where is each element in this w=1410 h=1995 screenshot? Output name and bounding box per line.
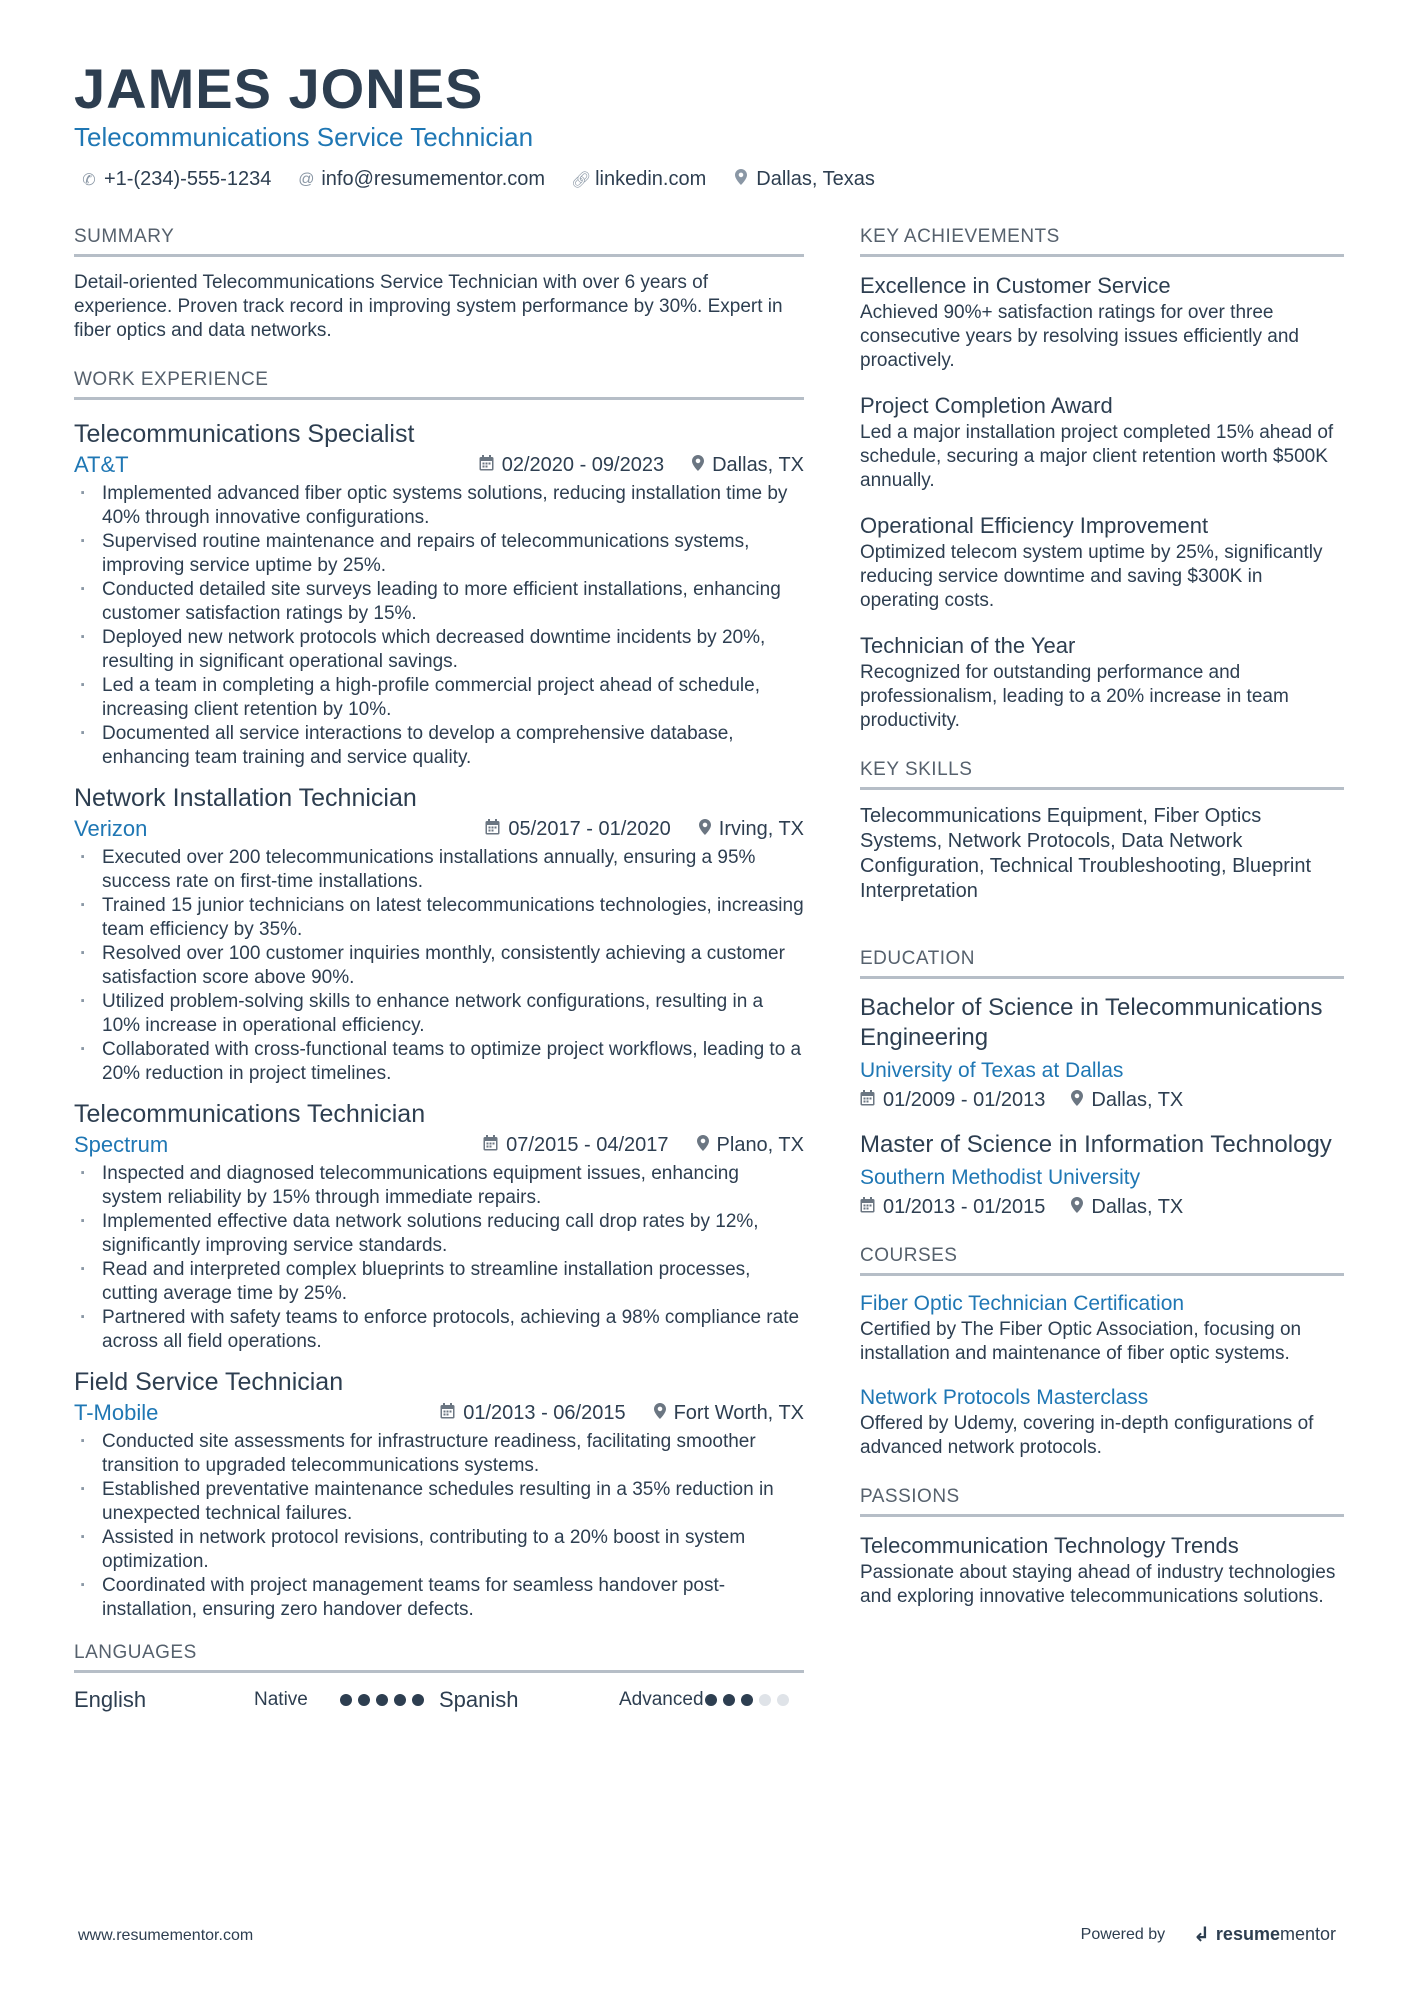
job-location [699, 818, 804, 841]
rating-dot [723, 1694, 735, 1706]
achievement-desc: Optimized telecom system uptime by 25%, significantly reducing service downtime and saving $300K in operating costs. [860, 542, 1323, 611]
achievement-item [860, 391, 1344, 493]
education-meta [860, 1089, 1344, 1112]
linkedin-text[interactable]: linkedin.com [595, 168, 707, 190]
achievement-title: Project Completion Award [860, 393, 1113, 418]
email-text[interactable]: info@resumementor.com [321, 168, 546, 190]
job-dates [483, 1134, 668, 1157]
rating-dot [412, 1694, 424, 1706]
achievement-desc: Achieved 90%+ satisfaction ratings for over three consecutive years by resolving issues efficiently and proactively. [860, 302, 1299, 371]
summary-section [74, 226, 804, 343]
pin-icon [654, 1403, 666, 1424]
language-name: English [74, 1687, 147, 1712]
brand-logo[interactable] [1193, 1922, 1336, 1947]
job-dates [440, 1402, 625, 1425]
achievement-title: Operational Efficiency Improvement [860, 513, 1209, 538]
education-degree: Master of Science in Information Technology [860, 1131, 1332, 1158]
job-location [692, 454, 804, 477]
passion-title: Telecommunication Technology Trends [860, 1533, 1239, 1558]
contact-bar [80, 168, 875, 191]
education-dates-text: 01/2009 - 01/2013 [883, 1089, 1046, 1111]
job-entry [74, 782, 804, 1086]
experience-section [74, 369, 804, 1622]
job-meta [479, 454, 804, 477]
job-dates [485, 818, 670, 841]
rating-dot [705, 1694, 717, 1706]
brand-name-bold: resume [1215, 1924, 1280, 1944]
job-title: Network Installation Technician [74, 784, 417, 812]
job-bullet: · Inspected and diagnosed telecommunications equipment issues, enhancing system reliability by 15% through immediate repairs. [74, 1162, 804, 1210]
job-bullet: · Read and interpreted complex blueprints to streamline installation processes, cutting average time by 25%. [74, 1258, 804, 1306]
language-name: Spanish [439, 1687, 519, 1712]
job-meta-row [74, 1400, 804, 1426]
job-bullets [74, 1162, 804, 1354]
job-bullet: · Supervised routine maintenance and repairs of telecommunications systems, improving service uptime by 25%. [74, 530, 804, 578]
pin-icon [692, 455, 704, 476]
pin-icon [1071, 1197, 1083, 1218]
language-rating [340, 1694, 424, 1706]
job-bullets [74, 1430, 804, 1622]
education-school: Southern Methodist University [860, 1166, 1141, 1189]
rating-dot [759, 1694, 771, 1706]
job-meta-row [74, 816, 804, 842]
pin-icon [697, 1135, 709, 1156]
brand-name [1216, 1924, 1336, 1945]
language-level: Native [254, 1689, 308, 1710]
job-bullets [74, 846, 804, 1086]
left-column [74, 226, 804, 1739]
courses-heading: COURSES [860, 1245, 1344, 1276]
job-dates-text: 07/2015 - 04/2017 [506, 1133, 669, 1156]
education-list [860, 993, 1344, 1219]
course-title: Network Protocols Masterclass [860, 1386, 1149, 1409]
education-location [1071, 1089, 1183, 1112]
achievements-section [860, 226, 1344, 733]
skills-text: Telecommunications Equipment, Fiber Optics Systems, Network Protocols, Data Network Configuration, Technical Troubleshooting, Blueprint Interpretation [860, 805, 1312, 902]
job-bullet: · Utilized problem-solving skills to enhance network configurations, resulting in a 10% increase in operational efficiency. [74, 990, 804, 1038]
job-meta [485, 818, 804, 841]
job-bullets [74, 482, 804, 770]
job-bullet: · Implemented effective data network solutions reducing call drop rates by 12%, significantly improving service standards. [74, 1210, 804, 1258]
education-item [860, 1130, 1344, 1219]
job-location [654, 1402, 804, 1425]
education-meta [860, 1196, 1344, 1219]
job-bullet: · Trained 15 junior technicians on latest telecommunications technologies, increasing team efficiency by 35%. [74, 894, 804, 942]
calendar-icon [479, 455, 494, 476]
job-location-text: Fort Worth, TX [673, 1401, 804, 1424]
footer-brand [1081, 1922, 1336, 1947]
course-desc: Certified by The Fiber Optic Association, focusing on installation and maintenance of fiber optic systems. [860, 1319, 1302, 1364]
languages-section [74, 1642, 804, 1713]
company-name: Verizon [74, 816, 148, 841]
candidate-name: JAMES JONES [74, 57, 484, 120]
languages-heading: LANGUAGES [74, 1642, 804, 1673]
achievements-heading: KEY ACHIEVEMENTS [860, 226, 1344, 257]
job-meta [440, 1402, 804, 1425]
language-list [74, 1687, 804, 1713]
language-rating [705, 1694, 789, 1706]
language-level: Advanced [619, 1689, 704, 1710]
course-item [860, 1384, 1344, 1460]
rating-dot [358, 1694, 370, 1706]
job-title: Field Service Technician [74, 1368, 344, 1396]
job-bullet: · Assisted in network protocol revisions, contributing to a 20% boost in system optimization. [74, 1526, 804, 1574]
education-section [860, 948, 1344, 1219]
calendar-icon [860, 1090, 875, 1111]
education-location-text: Dallas, TX [1091, 1196, 1184, 1218]
education-item [860, 993, 1344, 1112]
phone-icon: ✆ [82, 171, 96, 189]
pin-icon [732, 169, 750, 190]
achievement-title: Technician of the Year [860, 633, 1076, 658]
right-column [860, 226, 1344, 1635]
experience-heading: WORK EXPERIENCE [74, 369, 804, 400]
course-title: Fiber Optic Technician Certification [860, 1292, 1185, 1315]
job-bullet: · Deployed new network protocols which decreased downtime incidents by 20%, resulting in significant operational savings. [74, 626, 804, 674]
rating-dot [394, 1694, 406, 1706]
job-bullet: · Conducted site assessments for infrastructure readiness, facilitating smoother transition to upgraded telecommunications systems. [74, 1430, 804, 1478]
pin-icon [1071, 1090, 1083, 1111]
contact-linkedin[interactable] [571, 168, 706, 191]
education-dates-text: 01/2013 - 01/2015 [883, 1196, 1046, 1218]
calendar-icon [483, 1135, 498, 1156]
achievement-item [860, 271, 1344, 373]
rating-dot [741, 1694, 753, 1706]
language-item [74, 1687, 439, 1713]
summary-heading: SUMMARY [74, 226, 804, 257]
education-dates [860, 1196, 1045, 1219]
rating-dot [340, 1694, 352, 1706]
course-item [860, 1290, 1344, 1366]
course-desc: Offered by Udemy, covering in-depth configurations of advanced network protocols. [860, 1413, 1314, 1458]
powered-by-label: Powered by [1080, 1925, 1166, 1943]
education-school: University of Texas at Dallas [860, 1059, 1124, 1082]
candidate-title: Telecommunications Service Technician [74, 122, 534, 152]
calendar-icon [860, 1197, 875, 1218]
achievement-list [860, 271, 1344, 733]
achievement-desc: Led a major installation project completed 15% ahead of schedule, securing a major client retention worth $500K annually. [860, 422, 1334, 491]
job-entry [74, 1366, 804, 1622]
passions-section [860, 1486, 1344, 1609]
language-item [439, 1687, 804, 1713]
job-location [697, 1134, 804, 1157]
education-dates [860, 1089, 1045, 1112]
job-dates-text: 01/2013 - 06/2015 [463, 1401, 626, 1424]
summary-text: Detail-oriented Telecommunications Service Technician with over 6 years of experience. Proven track record in improving system performance by 30%. Expert in fiber optics and data networks. [74, 272, 783, 341]
contact-phone [80, 168, 271, 191]
contact-email[interactable] [297, 168, 545, 191]
course-list [860, 1290, 1344, 1460]
rating-dot [376, 1694, 388, 1706]
at-icon: @ [298, 170, 315, 188]
job-bullet: · Collaborated with cross-functional teams to optimize project workflows, leading to a 20% reduction in project timelines. [74, 1038, 804, 1086]
achievement-item [860, 511, 1344, 613]
skills-section [860, 759, 1344, 904]
job-title: Telecommunications Specialist [74, 420, 415, 448]
job-meta-row [74, 452, 804, 478]
job-bullet: · Partnered with safety teams to enforce protocols, achieving a 98% compliance rate across all field operations. [74, 1306, 804, 1354]
achievement-item [860, 631, 1344, 733]
footer-website[interactable]: www.resumementor.com [78, 1927, 254, 1944]
job-location-text: Dallas, TX [712, 453, 804, 476]
job-bullet: · Resolved over 100 customer inquiries monthly, consistently achieving a customer satisfaction score above 90%. [74, 942, 804, 990]
job-bullet: · Executed over 200 telecommunications installations annually, ensuring a 95% success rate on first-time installations. [74, 846, 804, 894]
pin-icon [699, 819, 711, 840]
achievement-desc: Recognized for outstanding performance and professionalism, leading to a 20% increase in team productivity. [860, 662, 1289, 731]
job-dates-text: 02/2020 - 09/2023 [501, 453, 665, 476]
skills-heading: KEY SKILLS [860, 759, 1344, 790]
job-entry [74, 1098, 804, 1354]
job-bullet: · Established preventative maintenance schedules resulting in a 35% reduction in unexpected technical failures. [74, 1478, 804, 1526]
job-dates [479, 454, 664, 477]
job-bullet: · Coordinated with project management teams for seamless handover post-installation, ensuring zero handover defects. [74, 1574, 804, 1622]
job-entry [74, 418, 804, 770]
company-name: T-Mobile [74, 1400, 159, 1425]
calendar-icon [485, 819, 500, 840]
courses-section [860, 1245, 1344, 1460]
link-icon: 🔗︎ [571, 171, 592, 189]
passion-desc: Passionate about staying ahead of industry technologies and exploring innovative telecommunications solutions. [860, 1562, 1336, 1607]
education-location [1071, 1196, 1183, 1219]
company-name: AT&T [74, 452, 129, 477]
job-location-text: Irving, TX [718, 817, 804, 840]
job-bullet: · Conducted detailed site surveys leading to more efficient installations, enhancing customer satisfaction ratings by 15%. [74, 578, 804, 626]
phone-text: +1-(234)-555-1234 [104, 168, 272, 190]
contact-location [732, 168, 875, 191]
job-bullet: · Implemented advanced fiber optic systems solutions, reducing installation time by 40% through innovative configurations. [74, 482, 804, 530]
company-name: Spectrum [74, 1132, 169, 1157]
job-list [74, 418, 804, 1622]
education-degree: Bachelor of Science in Telecommunications Engineering [860, 994, 1323, 1051]
job-meta [483, 1134, 804, 1157]
job-meta-row [74, 1132, 804, 1158]
calendar-icon [440, 1403, 455, 1424]
job-bullet: · Documented all service interactions to develop a comprehensive database, enhancing team training and service quality. [74, 722, 804, 770]
location-text: Dallas, Texas [756, 168, 875, 190]
brand-name-rest: mentor [1279, 1924, 1336, 1944]
job-dates-text: 05/2017 - 01/2020 [508, 817, 671, 840]
education-location-text: Dallas, TX [1091, 1089, 1184, 1111]
passions-heading: PASSIONS [860, 1486, 1344, 1517]
job-bullet: · Led a team in completing a high-profile commercial project ahead of schedule, increasing client retention by 10%. [74, 674, 804, 722]
education-heading: EDUCATION [860, 948, 1344, 979]
rating-dot [777, 1694, 789, 1706]
brand-mark-icon: ↲ [1193, 1924, 1210, 1946]
achievement-title: Excellence in Customer Service [860, 273, 1171, 298]
job-location-text: Plano, TX [716, 1133, 804, 1156]
job-title: Telecommunications Technician [74, 1100, 426, 1128]
